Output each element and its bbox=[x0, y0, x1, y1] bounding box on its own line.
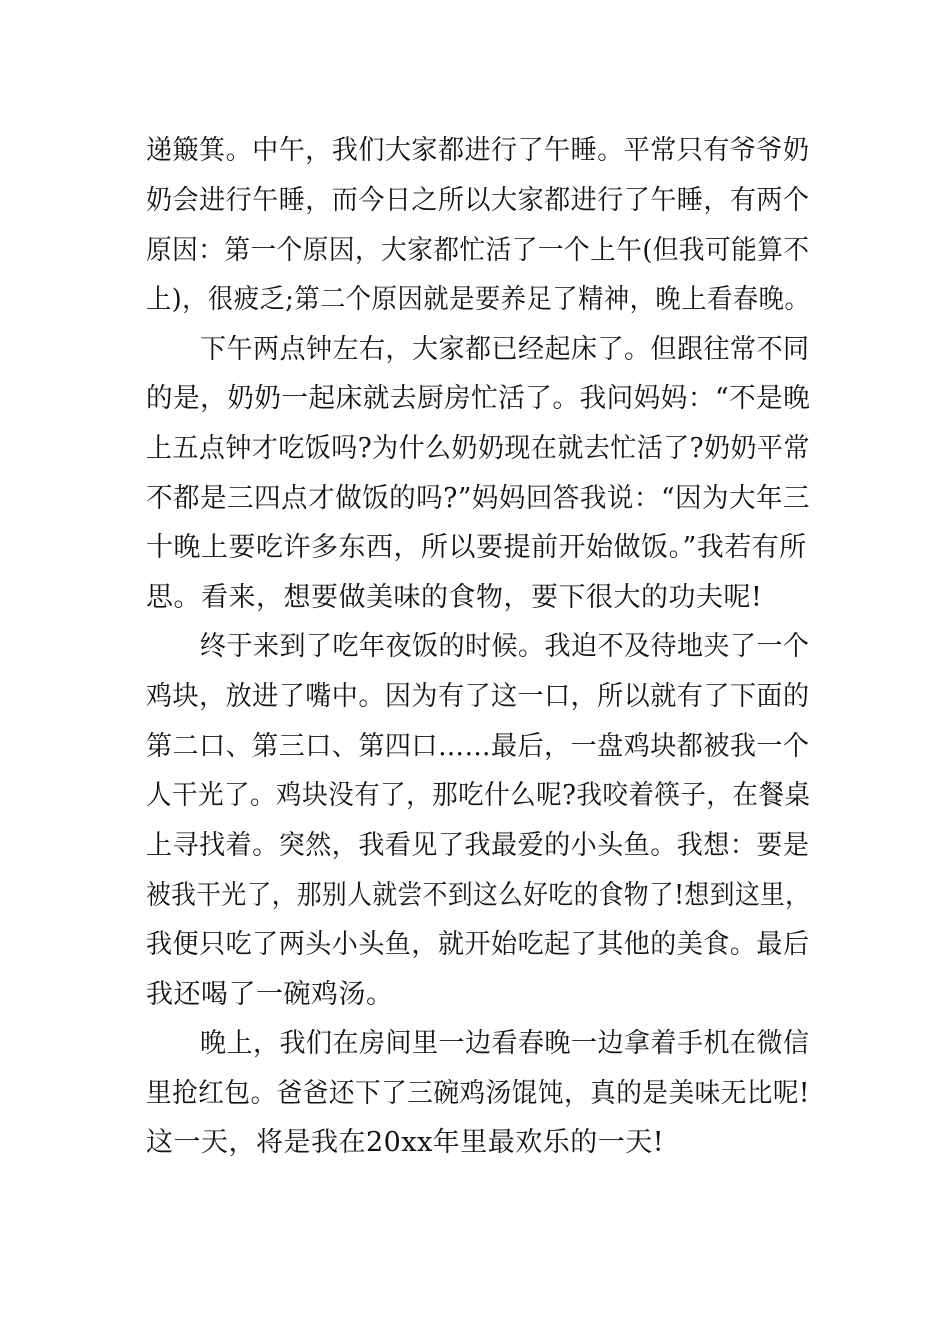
text-line: 十晚上要吃许多东西，所以要提前开始做饭。”我若有所 bbox=[146, 532, 807, 563]
text-line: 递簸箕。中午，我们大家都进行了午睡。平常只有爷爷奶 bbox=[146, 135, 810, 166]
text-line: 思。看来，想要做美味的食物，要下很大的功夫呢! bbox=[146, 582, 763, 613]
text-line: 这一天，将是我在20xx年里最欢乐的一天! bbox=[146, 1127, 665, 1158]
text-line: 不都是三四点才做饭的吗?”妈妈回答我说：“因为大年三 bbox=[146, 483, 811, 514]
text-line: 原因：第一个原因，大家都忙活了一个上午(但我可能算不 bbox=[146, 235, 810, 266]
text-line: 上五点钟才吃饭吗?为什么奶奶现在就去忙活了?奶奶平常 bbox=[146, 433, 810, 464]
text-line: 人干光了。鸡块没有了，那吃什么呢?我咬着筷子，在餐桌 bbox=[146, 780, 811, 811]
text-line: 终于来到了吃年夜饭的时候。我迫不及待地夹了一个 bbox=[200, 631, 810, 662]
text-line: 晚上，我们在房间里一边看春晚一边拿着手机在微信 bbox=[200, 1028, 810, 1059]
text-line: 我便只吃了两头小头鱼，就开始吃起了其他的美食。最后 bbox=[146, 929, 810, 960]
text-line: 被我干光了，那别人就尝不到这么好吃的食物了!想到这里， bbox=[146, 880, 811, 911]
text-line: 第二口、第三口、第四口……最后，一盘鸡块都被我一个 bbox=[146, 731, 810, 762]
text-line: 鸡块，放进了嘴中。因为有了这一口，所以就有了下面的 bbox=[146, 681, 810, 712]
text-line: 奶会进行午睡，而今日之所以大家都进行了午睡，有两个 bbox=[146, 185, 810, 216]
text-line: 的是，奶奶一起床就去厨房忙活了。我问妈妈：“不是晚 bbox=[146, 383, 811, 414]
text-line: 上寻找着。突然，我看见了我最爱的小头鱼。我想：要是 bbox=[146, 830, 810, 861]
text-line: 下午两点钟左右，大家都已经起床了。但跟往常不同 bbox=[200, 334, 810, 365]
text-line: 里抢红包。爸爸还下了三碗鸡汤馄饨，真的是美味无比呢! bbox=[146, 1078, 810, 1109]
text-line: 我还喝了一碗鸡汤。 bbox=[146, 979, 394, 1010]
text-line: 上)，很疲乏;第二个原因就是要养足了精神，晚上看春晚。 bbox=[146, 284, 811, 315]
